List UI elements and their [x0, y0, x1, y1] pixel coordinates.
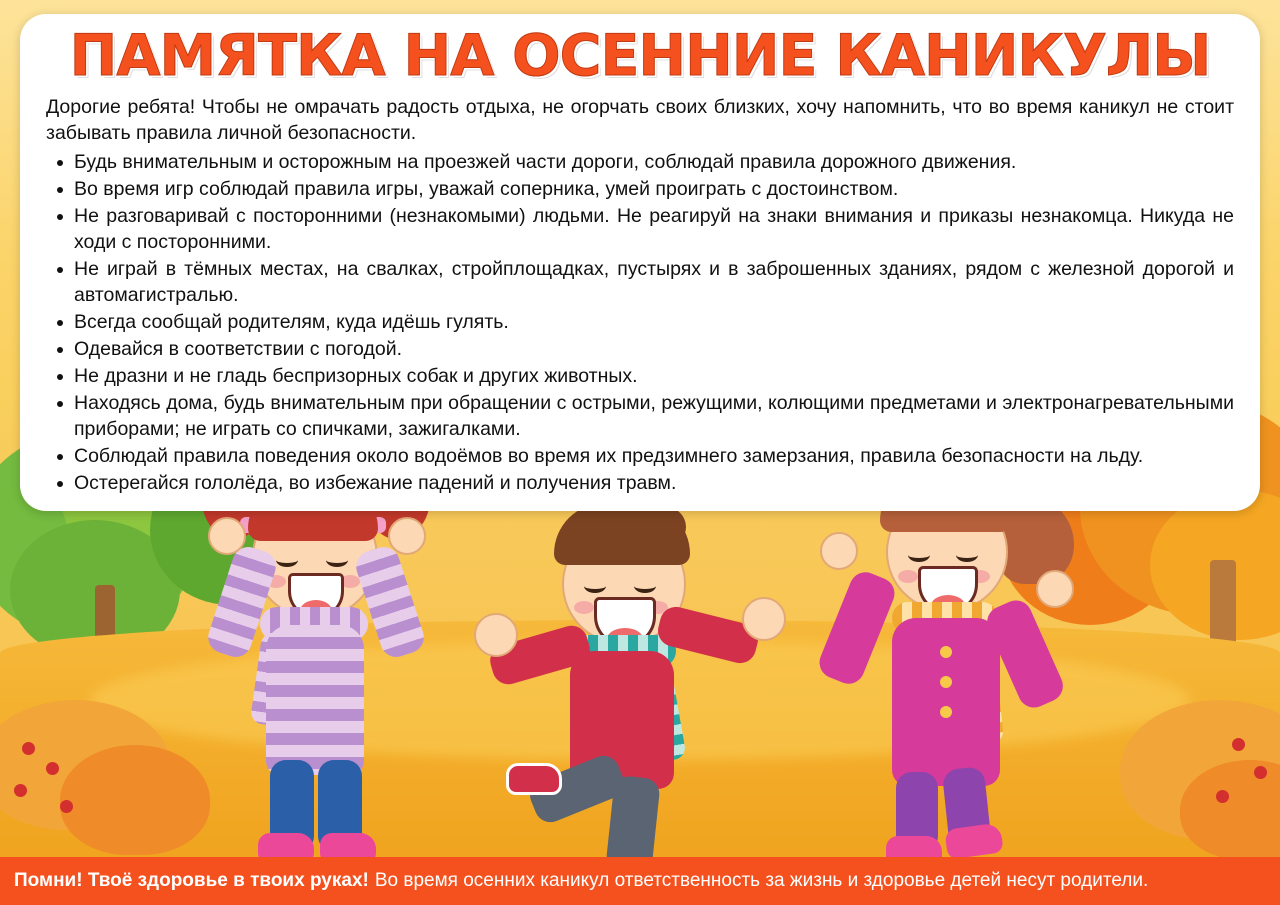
- footer-highlight: Помни! Твоё здоровье в твоих руках!: [14, 870, 369, 891]
- list-item: Будь внимательным и осторожным на проезжей части дороги, соблюдай правила дорожного движения.: [74, 150, 1234, 176]
- berry-icon: [14, 784, 27, 797]
- kid-girl-left: [200, 455, 490, 855]
- berry-icon: [1254, 766, 1267, 779]
- list-item: Всегда сообщай родителям, куда идёшь гулять.: [74, 310, 1234, 336]
- kid-boy-center: [470, 485, 790, 875]
- coat-button: [940, 706, 952, 718]
- hand-left: [474, 613, 518, 657]
- hand-right: [1036, 570, 1074, 608]
- coat-button: [940, 676, 952, 688]
- list-item: Не разговаривай с посторонними (незнакомыми) людьми. Не реагируй на знаки внимания и приказы незнакомца. Никуда не ходи с посторонними.: [74, 204, 1234, 256]
- hand-right: [388, 517, 426, 555]
- cheek-left: [898, 570, 918, 583]
- list-item: Остерегайся гололёда, во избежание падений и получения травм.: [74, 471, 1234, 497]
- list-item: Соблюдай правила поведения около водоёмов во время их предзимнего замерзания, правила безопасности на льду.: [74, 444, 1234, 470]
- eye-right: [956, 548, 978, 562]
- intro-paragraph: Дорогие ребята! Чтобы не омрачать радость отдыха, не огорчать своих близких, хочу напомнить, что во время каникул не стоит забывать правила личной безопасности.: [46, 96, 1234, 144]
- eye-right: [326, 553, 348, 567]
- eye-left: [908, 548, 930, 562]
- list-item: Не дразни и не гладь беспризорных собак и других животных.: [74, 364, 1234, 390]
- list-item: Одевайся в соответствии с погодой.: [74, 337, 1234, 363]
- cheek-left: [574, 601, 594, 614]
- hair-tuft: [646, 507, 686, 547]
- berry-icon: [60, 800, 73, 813]
- memo-card: [20, 14, 1260, 511]
- coat: [266, 625, 364, 775]
- footer-text: Во время осенних каникул ответственность за жизнь и здоровье детей несут родители.: [374, 870, 1149, 891]
- eye-right: [634, 579, 656, 593]
- page-title: ПАМЯТКА НА ОСЕННИЕ КАНИКУЛЫ: [69, 23, 1211, 89]
- coat-button: [940, 646, 952, 658]
- list-item: Не играй в тёмных местах, на свалках, стройплощадках, пустырях и в заброшенных зданиях, рядом с железной дорогой и автомагистралью.: [74, 257, 1234, 309]
- shoe-right: [944, 822, 1004, 860]
- hand-left: [208, 517, 246, 555]
- hand-right: [742, 597, 786, 641]
- arm-left: [815, 567, 900, 688]
- berry-icon: [1232, 738, 1245, 751]
- berry-icon: [22, 742, 35, 755]
- rules-list: [46, 150, 1234, 496]
- berry-icon: [1216, 790, 1229, 803]
- bush-left-2: [60, 745, 210, 855]
- list-item: Во время игр соблюдай правила игры, уважай соперника, умей проиграть с достоинством.: [74, 177, 1234, 203]
- kid-girl-right: [800, 450, 1120, 860]
- eye-left: [584, 579, 606, 593]
- eye-left: [276, 553, 298, 567]
- coat: [892, 618, 1000, 786]
- shoe-left: [506, 763, 562, 795]
- berry-icon: [46, 762, 59, 775]
- footer-ribbon: [0, 857, 1280, 905]
- list-item: Находясь дома, будь внимательным при обращении с острыми, режущими, колющими предметами и электронагревательными приборами; не играть со спичками, зажигалками.: [74, 391, 1234, 443]
- hand-left: [820, 532, 858, 570]
